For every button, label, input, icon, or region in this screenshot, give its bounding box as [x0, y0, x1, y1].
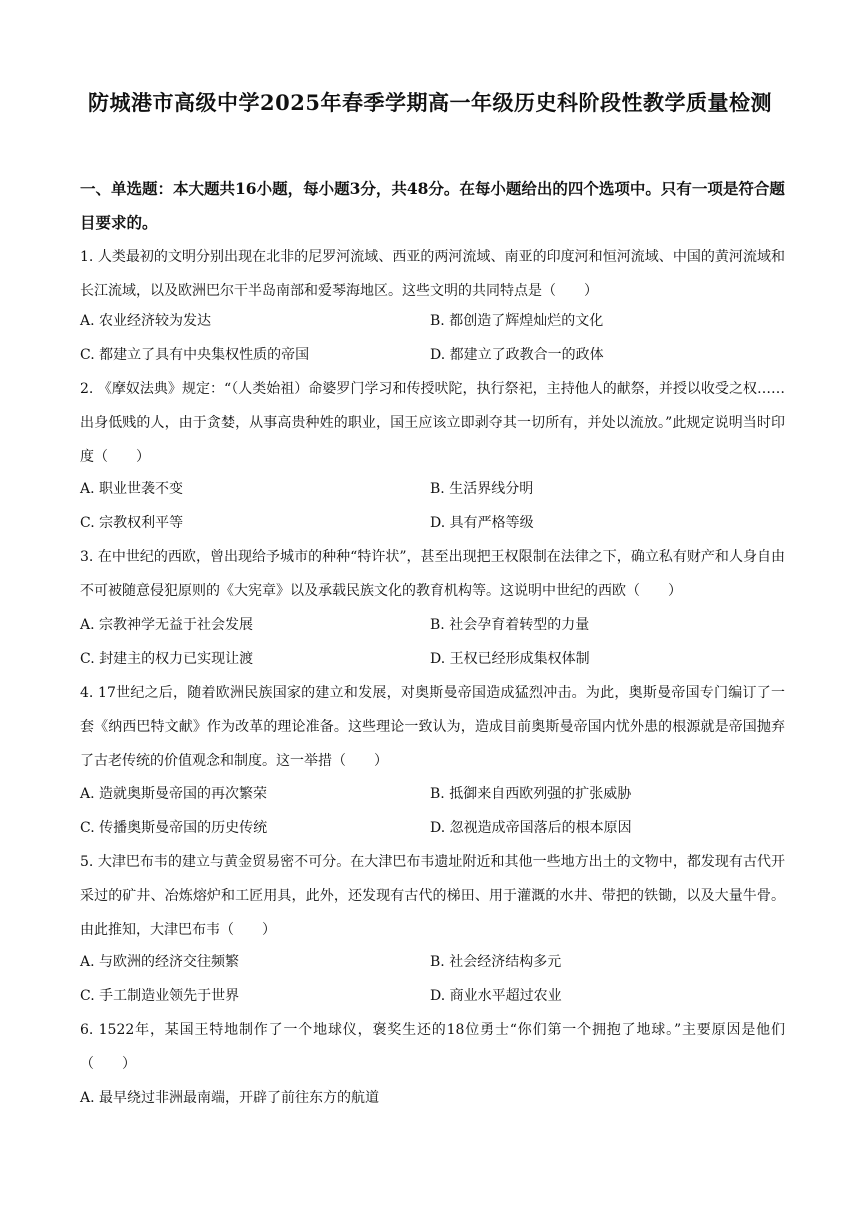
question-6-stem: 6. 1522年，某国王特地制作了一个地球仪，褒奖生还的18位勇士“你们第一个拥抱了地球。”主要原因是他们（ ） [80, 1022, 785, 1072]
option-d: D. 商业水平超过农业 [430, 988, 562, 1004]
option-d: D. 王权已经形成集权体制 [430, 651, 590, 667]
section-heading: 一、单选题：本大题共16小题，每小题3分，共48分。在每小题给出的四个选项中。只有一项是符合题目要求的。 [80, 179, 785, 232]
option-c: C. 封建主的权力已实现让渡 [80, 651, 254, 667]
option-d: D. 具有严格等级 [430, 515, 534, 531]
option-a: A. 宗教神学无益于社会发展 [80, 617, 254, 633]
option-b: B. 生活界线分明 [430, 481, 534, 497]
option-a: A. 最早绕过非洲最南端，开辟了前往东方的航道 [80, 1090, 380, 1106]
question-3-stem: 3. 在中世纪的西欧，曾出现给予城市的种种“特许状”，甚至出现把王权限制在法律之下，确立私有财产和人身自由不可被随意侵犯原则的《大宪章》以及承载民族文化的教育机构等。这说明中世纪的西欧（ ） [80, 549, 785, 599]
question-2-options [80, 472, 785, 540]
question-5-options [80, 945, 785, 1013]
option-b: B. 社会孕育着转型的力量 [430, 617, 590, 633]
option-a: A. 农业经济较为发达 [80, 313, 212, 329]
question-1-options [80, 304, 785, 372]
option-c: C. 宗教权利平等 [80, 515, 184, 531]
question-5-stem: 5. 大津巴布韦的建立与黄金贸易密不可分。在大津巴布韦遗址附近和其他一些地方出土的文物中，都发现有古代开采过的矿井、冶炼熔炉和工匠用具，此外，还发现有古代的梯田、用于灌溉的水井、带把的铁锄，以及大量牛骨。由此推知，大津巴布韦（ ） [80, 854, 785, 938]
question-1-stem: 1. 人类最初的文明分别出现在北非的尼罗河流域、西亚的两河流域、南亚的印度河和恒河流域、中国的黄河流域和长江流域，以及欧洲巴尔干半岛南部和爱琴海地区。这些文明的共同特点是（ ） [80, 249, 785, 299]
option-d: D. 忽视造成帝国落后的根本原因 [430, 820, 632, 836]
question-2-stem: 2. 《摩奴法典》规定：“（人类始祖）命婆罗门学习和传授吠陀，执行祭祀，主持他人的献祭，并授以收受之权……出身低贱的人，由于贪婪，从事高贵种姓的职业，国王应该立即剥夺其一切所有，并处以流放。”此规定说明当时印度（ ） [80, 381, 785, 465]
question-6-options [80, 1081, 785, 1115]
option-a: A. 职业世袭不变 [80, 481, 184, 497]
option-b: B. 都创造了辉煌灿烂的文化 [430, 313, 604, 329]
option-d: D. 都建立了政教合一的政体 [430, 347, 604, 363]
option-b: B. 抵御来自西欧列强的扩张威胁 [430, 786, 632, 802]
option-c: C. 传播奥斯曼帝国的历史传统 [80, 820, 268, 836]
option-c: C. 手工制造业领先于世界 [80, 988, 240, 1004]
option-a: A. 与欧洲的经济交往频繁 [80, 954, 240, 970]
option-b: B. 社会经济结构多元 [430, 954, 562, 970]
option-a: A. 造就奥斯曼帝国的再次繁荣 [80, 786, 268, 802]
page-title: 防城港市高级中学2025年春季学期高一年级历史科阶段性教学质量检测 [88, 90, 772, 115]
question-4-options [80, 777, 785, 845]
question-4-stem: 4. 17世纪之后，随着欧洲民族国家的建立和发展，对奥斯曼帝国造成猛烈冲击。为此，奥斯曼帝国专门编订了一套《纳西巴特文献》作为改革的理论准备。这些理论一致认为，造成目前奥斯曼帝国内忧外患的根源就是帝国抛弃了古老传统的价值观念和制度。这一举措（ ） [80, 685, 785, 769]
option-c: C. 都建立了具有中央集权性质的帝国 [80, 347, 310, 363]
question-3-options [80, 608, 785, 676]
